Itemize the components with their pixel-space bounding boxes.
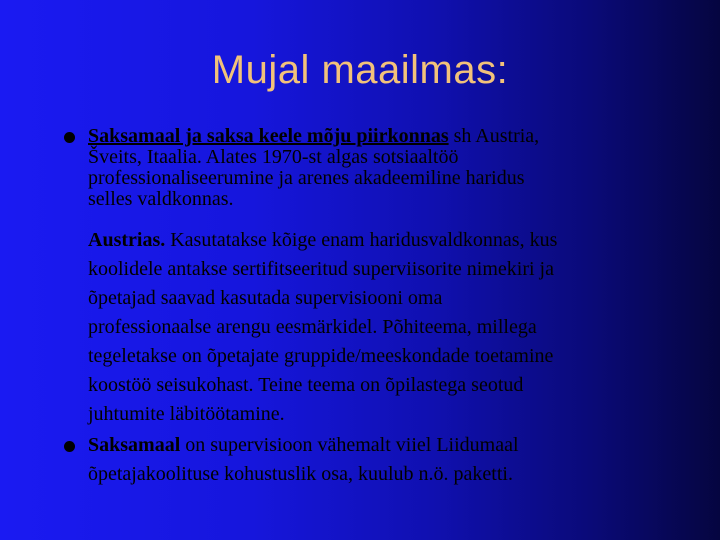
para2-rest: Kasutatakse kõige enam haridusvaldkonnas, kus: [165, 229, 558, 251]
para2-line-6: koostöö seisukohast. Teine teema on õpilastega seotud: [88, 374, 524, 396]
slide-title: Mujal maailmas:: [211, 48, 509, 92]
para2-lead: Austrias.: [88, 229, 166, 251]
bullet-text-1: [88, 126, 688, 210]
bullet1-rest: sh Austria,: [448, 125, 540, 147]
bullet1-line-3: professionaliseerumine ja arenes akadeemiline haridus: [88, 167, 525, 189]
para2-line-1: [88, 226, 688, 255]
bullet3-rest: on supervisioon vähemalt viiel Liidumaal: [180, 434, 519, 456]
para2-line-5: tegeletakse on õpetajate gruppide/meeskondade toetamine: [88, 345, 554, 367]
bullet3-lead: Saksamaal: [88, 434, 181, 456]
para2-line-3: õpetajad saavad kasutada supervisiooni oma: [88, 287, 443, 309]
bullet1-line-2: Šveits, Itaalia. Alates 1970-st algas sotsiaaltöö: [88, 146, 459, 168]
para2-line-7: juhtumite läbitöötamine.: [88, 403, 285, 425]
bullet3-line-2: õpetajakoolituse kohustuslik osa, kuulub n.ö. paketti.: [88, 463, 513, 485]
paragraph-austria: [88, 226, 688, 429]
bullet-text-3: [88, 431, 688, 489]
bullet1-line-4: selles valdkonnas.: [88, 188, 234, 210]
bullet-icon: [64, 441, 75, 452]
bullet1-line-1: [88, 126, 688, 147]
bullet1-lead: Saksamaal ja saksa keele mõju piirkonnas: [88, 125, 449, 147]
bullet3-line-1: [88, 431, 688, 460]
para2-line-4: professionaalse arengu eesmärkidel. Põhiteema, millega: [88, 316, 537, 338]
para2-line-2: koolidele antakse sertifitseeritud superviisorite nimekiri ja: [88, 258, 554, 280]
bullet-icon: [64, 132, 75, 143]
